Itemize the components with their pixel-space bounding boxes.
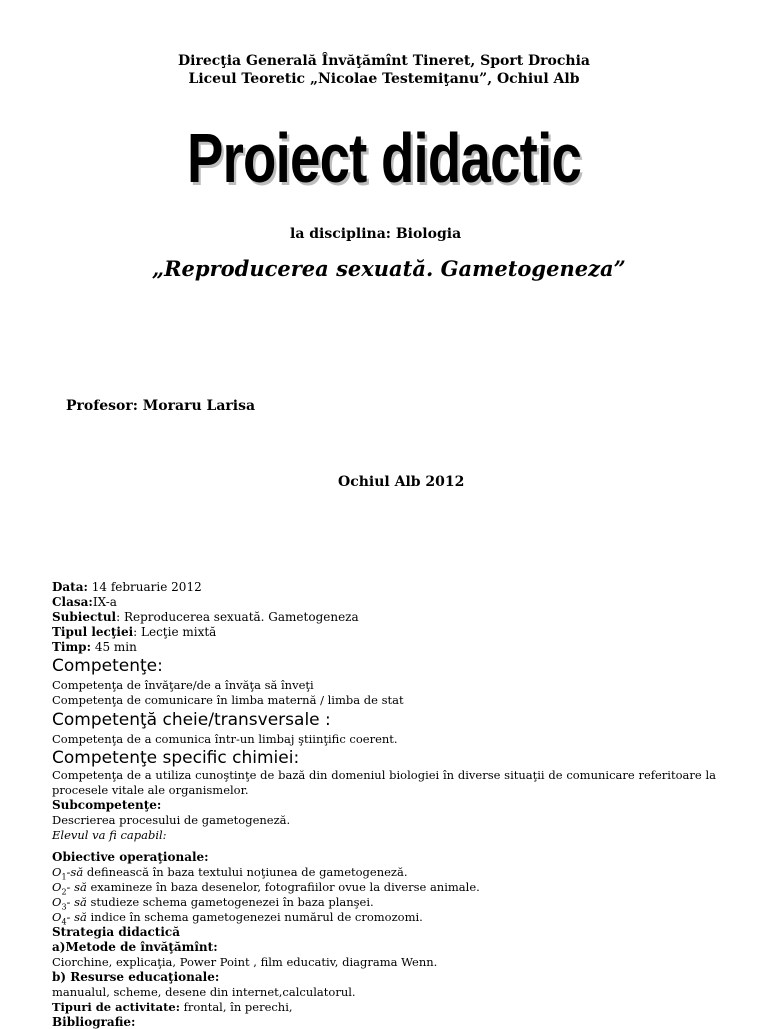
objective-text: indice în schema gametogenezei numărul de cromozomi. <box>86 910 423 924</box>
resources-text: manualul, scheme, desene din internet,calculatorul. <box>52 985 356 999</box>
subcompetences-heading: Subcompetenţe: <box>52 798 162 812</box>
methods-label: a)Metode de învăţămînt: <box>52 940 218 954</box>
activity-label: Tipuri de activitate: <box>52 1000 180 1014</box>
objectives-heading: Obiective operaţionale: <box>52 850 209 864</box>
subject-value: : Reproducerea sexuată. Gametogeneza <box>116 610 359 624</box>
objective-letter: O <box>52 865 62 879</box>
strategy-heading: Strategia didactică <box>52 925 180 939</box>
subject-line <box>52 610 359 625</box>
resources-label-colon: : <box>214 970 220 984</box>
objective-text: studieze schema gametogenezei în baza planşei. <box>86 895 374 909</box>
competence-item: Competenţa de comunicare în limba maternă / limba de stat <box>52 693 404 707</box>
key-competence-text: Competenţa de a comunica într-un limbaj ştiinţific coerent. <box>52 732 398 746</box>
discipline-line: la disciplina: Biologia <box>290 226 462 242</box>
objective-index: 3 <box>61 902 67 912</box>
objective-letter: O <box>52 880 62 894</box>
date-label: Data: <box>52 580 88 594</box>
lesson-type-line <box>52 625 216 640</box>
lesson-type-label: Tipul lecţiei <box>52 625 134 639</box>
competence-item: Competenţa de învăţare/de a învăţa să înveţi <box>52 678 314 692</box>
key-competence-heading: Competenţă cheie/transversale : <box>52 710 331 730</box>
objective-letter: O <box>52 895 62 909</box>
class-line <box>52 595 117 610</box>
objective-text: examineze în baza desenelor, fotografiilor ovue la diverse animale. <box>86 880 480 894</box>
teacher-name: Profesor: Moraru Larisa <box>66 398 256 414</box>
header-line-2: Liceul Teoretic „Nicolae Testemiţanu”, Ochiul Alb <box>188 71 580 87</box>
subject-label: Subiectul <box>52 610 117 624</box>
objective-text: definească în baza textului noţiunea de gametogeneză. <box>83 865 408 879</box>
specific-competence-text: Competenţa de a utiliza cunoştinţe de bază din domeniul biologiei în diverse situaţii de comunicare referitoare la procesele vitale ale organismelor. <box>52 768 716 797</box>
activity-line <box>52 1000 293 1015</box>
time-value: 45 min <box>91 640 137 654</box>
objective-dash: - să <box>66 910 87 924</box>
capable-line: Elevul va fi capabil: <box>52 828 167 842</box>
objective-index: 2 <box>61 887 67 897</box>
subcompetences-text: Descrierea procesului de gametogeneză. <box>52 813 291 827</box>
specific-competence-heading: Competenţe specific chimiei: <box>52 748 300 768</box>
objective-index: 1 <box>61 872 67 882</box>
time-label: Timp: <box>52 640 92 654</box>
objective-dash: - să <box>66 895 87 909</box>
activity-text: frontal, în perechi, <box>179 1000 293 1014</box>
objective-dash: - să <box>66 880 87 894</box>
objective-letter: O <box>52 910 62 924</box>
resources-label <box>52 970 219 984</box>
resources-label-text: b) Resurse educaţionale <box>52 970 215 984</box>
lesson-type-value: : Lecţie mixtă <box>133 625 217 639</box>
place-year: Ochiul Alb 2012 <box>338 474 465 490</box>
bibliography-label: Bibliografie: <box>52 1015 136 1029</box>
objective-index: 4 <box>61 917 67 927</box>
competences-heading: Competenţe: <box>52 656 163 676</box>
header-line-1: Direcţia Generală Învăţămînt Tineret, Sport Drochia <box>177 53 590 69</box>
class-value: IX-a <box>92 595 117 609</box>
time-line <box>52 640 137 655</box>
class-label: Clasa: <box>52 595 93 609</box>
date-line <box>52 580 202 595</box>
lesson-topic: „Reproducerea sexuată. Gametogeneza” <box>152 256 626 281</box>
methods-text: Ciorchine, explicaţia, Power Point , film educativ, diagrama Wenn. <box>52 955 438 969</box>
objective-dash: -să <box>66 865 84 879</box>
document-title: Proiect didactic <box>186 119 582 197</box>
date-value: 14 februarie 2012 <box>87 580 202 594</box>
